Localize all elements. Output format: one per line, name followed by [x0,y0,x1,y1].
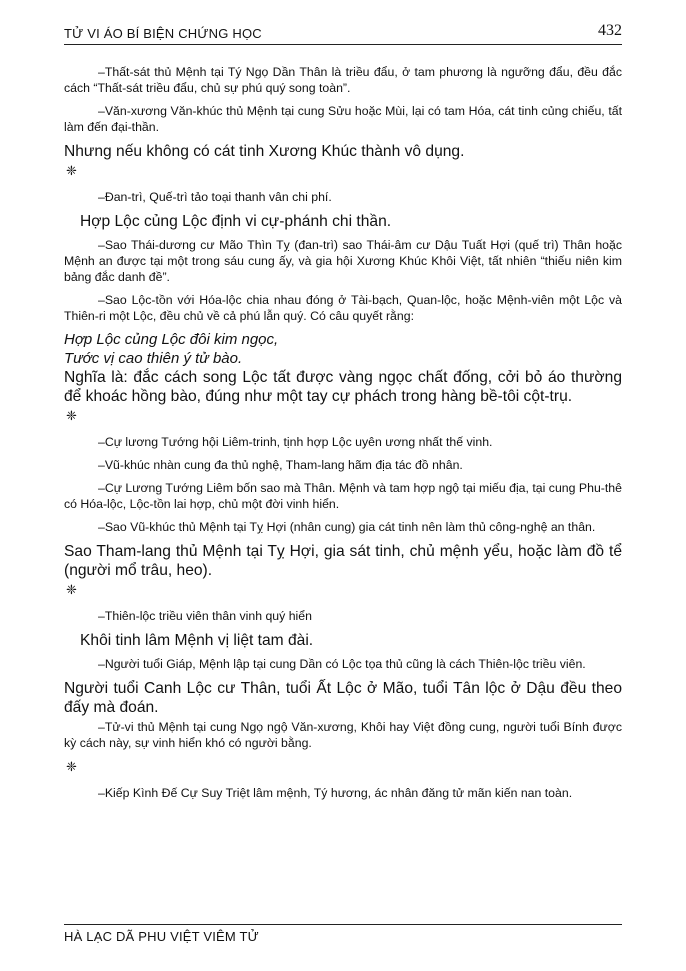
footer-text: HÀ LẠC DÃ PHU VIỆT VIÊM TỬ [64,929,259,944]
paragraph: –Sao Vũ-khúc thủ Mệnh tại Tỵ Hợi (nhân cung) gia cát tinh nên làm thủ công-nghệ an thân. [98,520,596,534]
section-star-icon: ❈ [66,408,77,423]
page-number: 432 [598,22,622,39]
paragraph: –Vũ-khúc nhàn cung đa thủ nghệ, Tham-lang hãm địa tác đồ nhân. [98,458,463,472]
section-star-icon: ❈ [66,163,77,178]
paragraph: –Sao Thái-dương cư Mão Thìn Tỵ (đan-trì) sao Thái-âm cư Dậu Tuất Hợi (quế trì) Thân hoặc Mệnh an được tại một trong sáu cung ấy, và gia hội Xương Khúc Khôi Việt, tất nhiên “thiếu niên kim bảng đắc danh đề”. [64,238,622,284]
paragraph: –Người tuổi Giáp, Mệnh lập tại cung Dần có Lộc tọa thủ cũng là cách Thiên-lộc triều viên. [98,657,586,671]
section-star-icon: ❈ [66,582,77,597]
paragraph: –Cự lương Tướng hội Liêm-trinh, tịnh hợp Lộc uyên ương nhất thế vinh. [98,435,493,449]
paragraph: –Tử-vi thủ Mệnh tại cung Ngọ ngộ Văn-xương, Khôi hay Việt đồng cung, người tuổi Bính được kỳ cách này, sự vinh hiển khó có người bằng. [64,720,622,750]
paragraph: –Đan-trì, Quế-trì tảo toại thanh vân chi phí. [98,190,332,204]
paragraph: –Thất-sát thủ Mệnh tại Tý Ngọ Dần Thân là triều đẩu, ở tam phương là ngưỡng đẩu, đều đắc cách “Thất-sát triều đẩu, chủ sự phú quý song toàn”. [64,65,622,95]
emphasis-paragraph: Người tuổi Canh Lộc cư Thân, tuổi Ất Lộc ở Mão, tuổi Tân lộc ở Dậu đều theo đấy mà đoán. [64,680,622,716]
paragraph: –Sao Lộc-tồn với Hóa-lộc chia nhau đóng ở Tài-bạch, Quan-lộc, hoặc Mệnh-viên một Lộc và Thiên-ri một Lộc, đều chủ về cả phú lẫn quý. Có câu quyết rằng: [64,293,622,323]
verse-line: Hợp Lộc củng Lộc đôi kim ngọc, [64,331,279,348]
verse-line: Hợp Lộc củng Lộc định vi cự-phánh chi thần. [80,213,392,230]
emphasis-paragraph: Sao Tham-lang thủ Mệnh tại Tỵ Hợi, gia sát tinh, chủ mệnh yểu, hoặc làm đồ tể (người mổ trâu, heo). [64,543,622,579]
paragraph: –Cự Lương Tướng Liêm bốn sao mà Thân. Mệnh và tam hợp ngộ tại miếu địa, tại cung Phu-thê có Hóa-lộc, Lộc-tồn lai hợp, chủ một đời vinh hiển. [64,481,622,511]
page-body [64,64,622,808]
verse-line: Tước vị cao thiên ý tử bào. [64,349,243,367]
emphasis-paragraph: Nhưng nếu không có cát tinh Xương Khúc thành vô dụng. [64,143,465,160]
running-title: TỬ VI ÁO BÍ BIỆN CHỨNG HỌC [64,26,262,41]
emphasis-paragraph: Nghĩa là: đắc cách song Lộc tất được vàng ngọc chất đống, cởi bỏ áo thường để khoác hồng bào, đúng như một tay cự phách trong hàng bề-tôi cột-trụ. [64,369,622,405]
paragraph: –Văn-xương Văn-khúc thủ Mệnh tại cung Sửu hoặc Mùi, lại có tam Hóa, cát tinh củng chiếu, tất làm đến đại-thần. [64,104,622,134]
paragraph: –Kiếp Kình Đế Cự Suy Triệt lâm mệnh, Tý hương, ác nhân đăng tử mãn kiến nan toàn. [98,786,573,800]
page-footer [64,924,622,944]
section-star-icon: ❈ [66,759,77,774]
paragraph: –Thiên-lộc triều viên thân vinh quý hiển [98,609,312,623]
verse-line: Khôi tinh lâm Mệnh vị liệt tam đài. [80,632,314,649]
page-header [64,22,622,45]
